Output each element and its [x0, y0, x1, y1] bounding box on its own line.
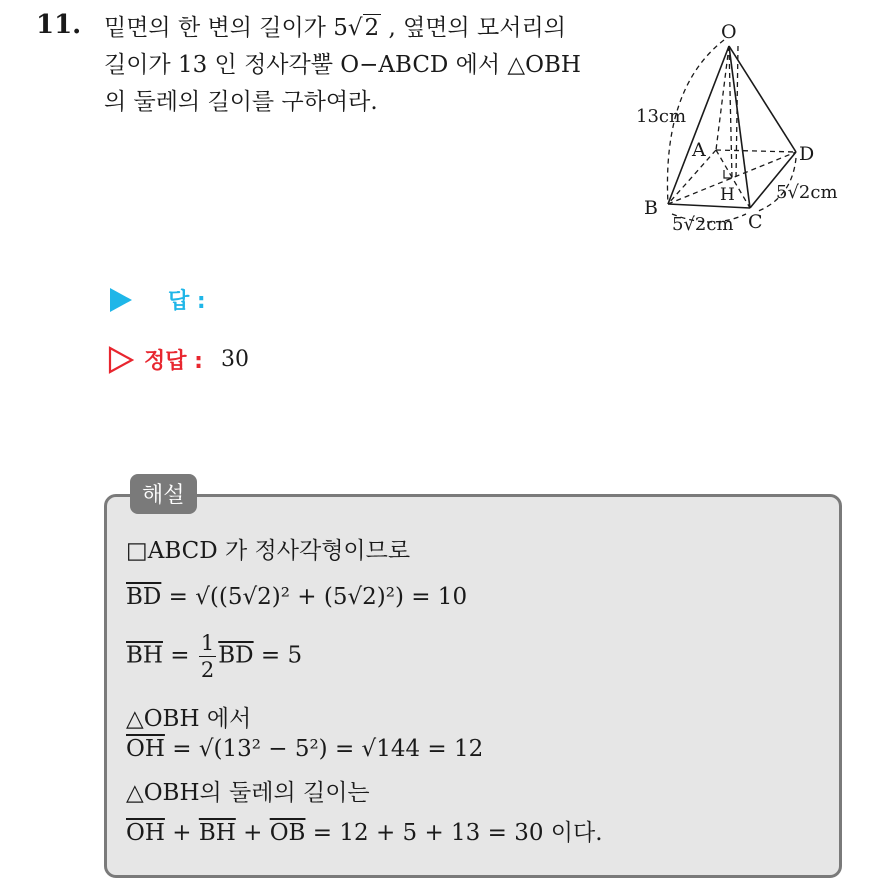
question-line1-a: 밑면의 한 변의 길이가 5	[104, 15, 348, 41]
label-A: A	[692, 139, 706, 161]
correct-answer-row	[108, 344, 249, 375]
question-line1-b: , 옆면의 모서리의	[388, 15, 566, 41]
segment-OH: $\overline{OH}$	[126, 736, 165, 762]
play-filled-icon	[108, 286, 134, 314]
solution-line3-rhs: = 5	[260, 642, 303, 669]
label-B: B	[644, 197, 658, 219]
question-text	[104, 10, 624, 121]
label-D: D	[799, 143, 815, 165]
solution-line7-rhs: = 12 + 5 + 13 = 30 이다.	[312, 820, 603, 846]
question-line-3: 의 둘레의 길이를 구하여라.	[104, 89, 378, 115]
segment-BH-2: $\overline{BH}$	[198, 820, 236, 846]
solution-line-1: □ABCD 가 정사각형이므로	[126, 538, 411, 564]
correct-answer-value: 30	[220, 347, 249, 372]
label-C: C	[748, 211, 763, 233]
label-H: H	[720, 185, 735, 205]
pyramid-figure	[632, 18, 864, 254]
question-line-1	[104, 10, 624, 47]
solution-line-2	[126, 584, 467, 610]
play-outline-icon	[108, 346, 134, 374]
segment-OH-2: $\overline{OH}$	[126, 820, 165, 846]
solution-line-7: $\overline{OH} + \overline{BH} + \overline{OB} = 12 + 5 + 13 = 30$ 이다.	[126, 820, 603, 846]
question-line-2: 길이가 13 인 정사각뿔 O−ABCD 에서 △OBH	[104, 52, 581, 78]
answer-label: 답 :	[168, 289, 206, 314]
fraction-numerator: 1	[200, 631, 215, 655]
sqrt-symbol: √2	[347, 15, 380, 41]
solution-line-5	[126, 736, 483, 762]
solution-line-4: △OBH 에서	[126, 706, 252, 732]
segment-BD: $\overline{BD}$	[126, 584, 162, 610]
fraction-denominator: 2	[200, 658, 215, 682]
side-length-label-right: 5√2cm	[776, 182, 838, 203]
sqrt-radicand: 2	[364, 15, 380, 41]
solution-tag: 해설	[130, 474, 197, 514]
solution-line2-rhs: = √((5√2)² + (5√2)²) = 10	[168, 584, 468, 610]
segment-BH: $\overline{BH}$	[126, 642, 163, 669]
solution-line-3: $\overline{BH}$ = $\frac{1}{2}$ $\overline{BD} = 5$	[126, 631, 303, 682]
solution-line5-rhs: = √(13² − 5²) = √144 = 12	[172, 736, 484, 762]
label-O: O	[721, 21, 737, 43]
edge-BC	[668, 204, 750, 208]
segment-OB: $\overline{OB}$	[269, 820, 306, 846]
segment-BD-2: $\overline{BD}$	[218, 642, 254, 669]
solution-line-6: △OBH의 둘레의 길이는	[126, 780, 370, 806]
edge-OC	[729, 46, 750, 208]
edge-AD	[716, 150, 796, 152]
correct-answer-label: 정답 :	[144, 349, 203, 374]
question-number: 11.	[36, 10, 82, 40]
fraction-half	[199, 630, 216, 683]
side-length-label-bottom: 5√2cm	[672, 214, 734, 235]
answer-row	[108, 284, 206, 315]
edge-OD	[729, 46, 796, 152]
edge-length-label: 13cm	[636, 106, 687, 127]
